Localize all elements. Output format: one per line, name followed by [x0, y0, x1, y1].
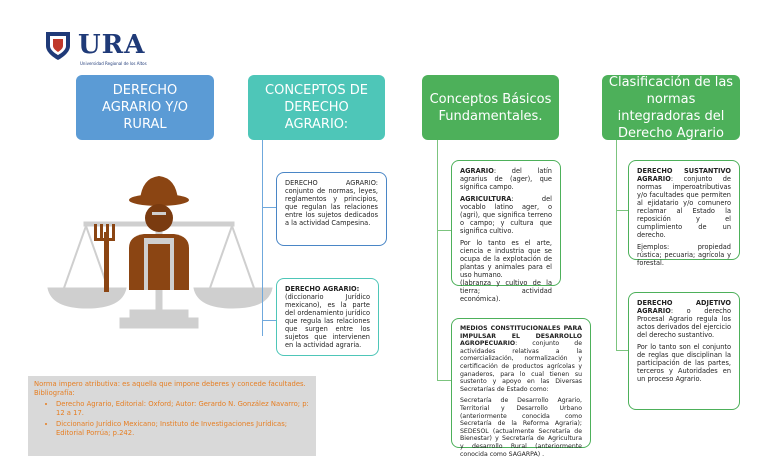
connector-line — [262, 320, 276, 321]
concept-box-medios-constitucionales: MEDIOS CONSTITUCIONALES PARA IMPULSAR EL DESARROLLO AGROPECUARIO: conjunto de actividades relativas a la comercialización, normalización y certificación de productos agrícolas y ganaderos, para lo cual tienen su sustento y apoyo en las Diversas Secretarías de Estado como: Secretaría de Desarrollo Agrario, Territorial y Desarrollo Urbano (anteriormente conocida como Secretaría de la Reforma Agraria); SEDESOL (actualmente Secretaría de Bienestar) y Secretaría de Agricultura y desarrollo Rural (anteriormente conocida como SAGARPA) . — [451, 318, 591, 448]
header-clasificacion: Clasificación de las normas integradoras del Derecho Agrario — [602, 75, 740, 140]
header-conceptos-basicos: Conceptos Básicos Fundamentales. — [422, 75, 559, 140]
header-derecho-agrario: DERECHO AGRARIO Y/O RURAL — [76, 75, 214, 140]
shield-icon — [44, 30, 72, 62]
university-logo — [44, 28, 174, 68]
bibliography-item: • Diccionario Jurídico Mexicano; Instituto de Investigaciones Jurídicas; Editorial Porrúa; p.242. — [56, 420, 310, 438]
connector-line — [262, 207, 276, 208]
classification-box-adjetivo: DERECHO ADJETIVO AGRARIO: o derecho Procesal Agrario regula los actos derivados del ejercicio del derecho sustantivo. Por lo tanto son el conjunto de reglas que disciplinan la participación de las partes, terceros y Autoridades en un proceso Agrario. — [628, 292, 740, 410]
connector-line — [616, 210, 628, 211]
concept-box-derecho-agrario: DERECHO AGRARIO: conjunto de normas, leyes, reglamentos y principios, que regulan las relaciones entre los sujetos dedicados a la actividad Campesina. — [276, 172, 387, 246]
connector-line — [616, 140, 617, 350]
bibliography-box — [28, 376, 316, 456]
concept-box-agrario-agricultura: AGRARIO: del latín agrarius de (ager), que significa campo. AGRICULTURA: del vocablo latino ager, o (agri), que significa terreno o campo; y cultura que significa cultivo. Por lo tanto es el arte, ciencia e industria que se ocupa de la explotación de plantas y animales para el uso humano. (labranza y cultivo de la tierra; actividad económica). — [451, 160, 561, 286]
connector-line — [262, 140, 263, 336]
bibliography-list — [34, 400, 310, 438]
classification-box-sustantivo: DERECHO SUSTANTIVO AGRARIO: conjunto de normas imperoatributivas y/o facultades que permiten al ejidatario y/o comunero reclamar al Estado la reposición y el cumplimiento de un derecho. Ejemplos: propiedad rústica; pecuaria; agrícola y forestal. — [628, 160, 740, 260]
connector-line — [616, 350, 628, 351]
logo-text: URA — [78, 30, 146, 60]
footnote-definition: Norma impero atributiva: es aquella que impone deberes y concede facultades. — [34, 380, 306, 388]
connector-line — [437, 140, 438, 380]
bibliography-heading: Bibliografía: — [34, 389, 75, 397]
connector-line — [437, 380, 451, 381]
bibliography-item: • Derecho Agrario, Editorial: Oxford; Autor: Gerardo N. González Navarro; p: 12 a 17. — [56, 400, 310, 418]
connector-line — [437, 230, 451, 231]
justice-scale-farmer-illustration — [44, 160, 274, 340]
logo-subtitle: Universidad Regional de los Altos — [80, 61, 147, 66]
farmer-icon — [94, 176, 189, 292]
header-conceptos: CONCEPTOS DE DERECHO AGRARIO: — [248, 75, 385, 140]
concept-box-diccionario: DERECHO AGRARIO: (diccionario Jurídico mexicano), es la parte del ordenamiento jurídico que regula las relaciones que surgen entre los sujetos que intervienen en la actividad agraria. — [276, 278, 379, 356]
